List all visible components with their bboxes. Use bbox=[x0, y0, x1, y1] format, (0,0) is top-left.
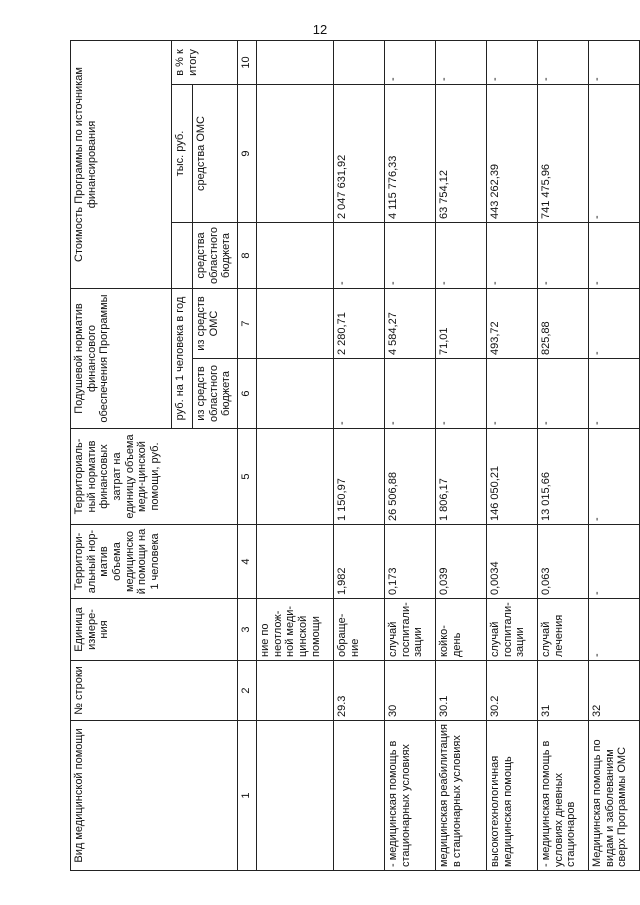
cell-percent: - bbox=[436, 41, 487, 85]
column-number: 10 bbox=[238, 41, 257, 85]
cell bbox=[257, 721, 334, 871]
cell-kind bbox=[334, 721, 385, 871]
cell-cost: 1 150,97 bbox=[334, 429, 385, 525]
cell-oms-per-capita: 493,72 bbox=[487, 289, 538, 359]
cell-percent: - bbox=[487, 41, 538, 85]
header-volume-norm: Территори-альный нор-матив объема медицинской помощи на 1 человека bbox=[71, 525, 238, 599]
cell-oms-per-capita: 825,88 bbox=[538, 289, 589, 359]
cell-unit: койко-день bbox=[436, 599, 487, 661]
cell-kind: - медицинская помощь в условиях дневных стационаров bbox=[538, 721, 589, 871]
cell-percent bbox=[334, 41, 385, 85]
cell-oms-total: - bbox=[589, 85, 640, 223]
cell-kind: Медицинская помощь по видам и заболеваниям сверх Программы ОМС bbox=[589, 721, 640, 871]
cell-volume: 0,039 bbox=[436, 525, 487, 599]
cell-cost: - bbox=[589, 429, 640, 525]
header-cost-unit: тыс. руб. bbox=[172, 85, 193, 223]
cell bbox=[257, 289, 334, 359]
cell-budget-total: - bbox=[487, 223, 538, 289]
cell-budget-per-capita: - bbox=[385, 359, 436, 429]
cell-budget-per-capita: - bbox=[538, 359, 589, 429]
cell-row-number: 31 bbox=[538, 661, 589, 721]
column-number: 2 bbox=[238, 661, 257, 721]
cell-row-number: 30.1 bbox=[436, 661, 487, 721]
column-number-row bbox=[238, 41, 257, 871]
cell-budget-per-capita: - bbox=[436, 359, 487, 429]
cell-cost: 26 506,88 bbox=[385, 429, 436, 525]
table-row-continuation bbox=[257, 41, 334, 871]
cell-volume: 1,982 bbox=[334, 525, 385, 599]
cell-oms-total: 63 754,12 bbox=[436, 85, 487, 223]
table-row bbox=[334, 41, 385, 871]
cell-budget-total: - bbox=[334, 223, 385, 289]
table-row bbox=[436, 41, 487, 871]
cell-kind: высокотехнологичная медицинская помощь bbox=[487, 721, 538, 871]
column-number: 9 bbox=[238, 85, 257, 223]
cell-unit: случай госпитали-зации bbox=[487, 599, 538, 661]
table-row bbox=[385, 41, 436, 871]
financing-table bbox=[70, 40, 640, 871]
cell-oms-per-capita: - bbox=[589, 289, 640, 359]
cell-oms-total: 4 115 776,33 bbox=[385, 85, 436, 223]
column-number: 4 bbox=[238, 525, 257, 599]
table-row bbox=[487, 41, 538, 871]
cell-unit: случай госпитали-зации bbox=[385, 599, 436, 661]
cell bbox=[257, 525, 334, 599]
cell-budget-total: - bbox=[538, 223, 589, 289]
header-budget-total: средства областного бюджета bbox=[193, 223, 238, 289]
column-number: 6 bbox=[238, 359, 257, 429]
cell-budget-per-capita: - bbox=[487, 359, 538, 429]
header-program-cost: Стоимость Программы по источникам финансирования bbox=[71, 41, 172, 289]
cell-budget-per-capita: - bbox=[589, 359, 640, 429]
column-number: 3 bbox=[238, 599, 257, 661]
cell-volume: 0,0034 bbox=[487, 525, 538, 599]
cell-percent: - bbox=[385, 41, 436, 85]
cell-volume: 0,173 bbox=[385, 525, 436, 599]
rotated-table-container bbox=[70, 41, 629, 871]
column-number: 7 bbox=[238, 289, 257, 359]
cell bbox=[257, 41, 334, 85]
cell bbox=[257, 359, 334, 429]
header-percent: в % к итогу bbox=[172, 41, 238, 85]
cell-percent: - bbox=[589, 41, 640, 85]
cell bbox=[257, 223, 334, 289]
cell-oms-total: 443 262,39 bbox=[487, 85, 538, 223]
table-row bbox=[538, 41, 589, 871]
cell-budget-per-capita: - bbox=[334, 359, 385, 429]
header-kind: Вид медицинской помощи bbox=[71, 721, 238, 871]
cell-unit: обраще-ние bbox=[334, 599, 385, 661]
cell-row-number: 30.2 bbox=[487, 661, 538, 721]
column-number: 8 bbox=[238, 223, 257, 289]
cell-cost: 1 806,17 bbox=[436, 429, 487, 525]
cell-oms-per-capita: 2 280,71 bbox=[334, 289, 385, 359]
header-oms-total: средства ОМС bbox=[193, 85, 238, 223]
column-number: 1 bbox=[238, 721, 257, 871]
cell-volume: 0,063 bbox=[538, 525, 589, 599]
cell-row-number: 32 bbox=[589, 661, 640, 721]
cell bbox=[257, 661, 334, 721]
cell-oms-total: 2 047 631,92 bbox=[334, 85, 385, 223]
cell bbox=[257, 429, 334, 525]
cell-oms-per-capita: 71,01 bbox=[436, 289, 487, 359]
cell-row-number: 29.3 bbox=[334, 661, 385, 721]
cell-kind: медицинская реабилитация в стационарных условиях bbox=[436, 721, 487, 871]
cell-cost: 146 050,21 bbox=[487, 429, 538, 525]
header-row-number: № строки bbox=[71, 661, 238, 721]
cell-budget-total: - bbox=[385, 223, 436, 289]
cell-kind: - медицинская помощь в стационарных условиях bbox=[385, 721, 436, 871]
header-budget-per-capita: из средств областного бюджета bbox=[193, 359, 238, 429]
cell-percent: - bbox=[538, 41, 589, 85]
header-cost-norm: Территориаль-ный норматив финансовых затрат на единицу объема меди-цинской помощи, руб. bbox=[71, 429, 238, 525]
header-cost-spacer bbox=[172, 223, 193, 289]
cell-oms-total: 741 475,96 bbox=[538, 85, 589, 223]
cell-unit: ние по неотлож-ной меди-цинской помощи bbox=[257, 599, 334, 661]
header-unit: Единица измере-ния bbox=[71, 599, 238, 661]
cell bbox=[257, 85, 334, 223]
table-row bbox=[589, 41, 640, 871]
page-number: 12 bbox=[312, 22, 328, 37]
cell-oms-per-capita: 4 584,27 bbox=[385, 289, 436, 359]
cell-volume: - bbox=[589, 525, 640, 599]
cell-unit: случай лечения bbox=[538, 599, 589, 661]
header-per-capita: Подушевой норматив финансового обеспечения Программы bbox=[71, 289, 172, 429]
header-per-capita-unit: руб. на 1 человека в год bbox=[172, 289, 193, 429]
cell-cost: 13 015,66 bbox=[538, 429, 589, 525]
cell-budget-total: - bbox=[436, 223, 487, 289]
cell-row-number: 30 bbox=[385, 661, 436, 721]
header-oms-per-capita: из средств ОМС bbox=[193, 289, 238, 359]
cell-unit: - bbox=[589, 599, 640, 661]
column-number: 5 bbox=[238, 429, 257, 525]
cell-budget-total: - bbox=[589, 223, 640, 289]
